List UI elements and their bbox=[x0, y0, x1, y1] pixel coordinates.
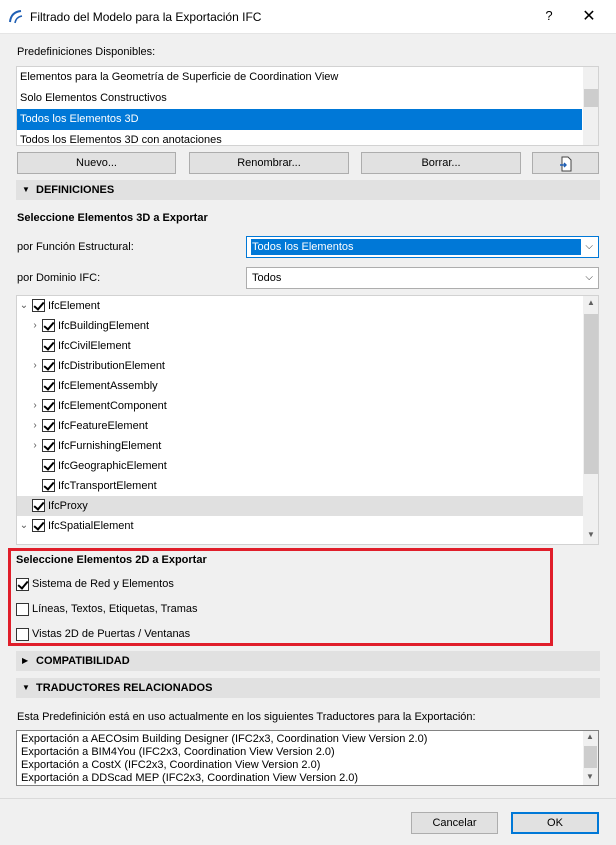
translators-list[interactable] bbox=[16, 730, 599, 786]
ifc-domain-value: Todos bbox=[252, 272, 282, 284]
tree-row-ifcspatialelement[interactable] bbox=[17, 516, 583, 536]
scroll-down-icon[interactable]: ▼ bbox=[587, 530, 595, 539]
presets-list[interactable] bbox=[16, 66, 599, 146]
section-header-label: DEFINICIONES bbox=[36, 184, 115, 196]
import-file-icon bbox=[559, 156, 573, 172]
tree-label: IfcElementAssembly bbox=[58, 380, 158, 392]
delete-preset-button[interactable]: Borrar... bbox=[361, 152, 521, 174]
new-preset-button[interactable]: Nuevo... bbox=[17, 152, 176, 174]
tree-row-ifcproxy[interactable] bbox=[17, 496, 583, 516]
tree-checkbox[interactable] bbox=[42, 319, 55, 332]
chevron-down-icon: ⌵ bbox=[585, 272, 593, 283]
chevron-down-icon: ⌵ bbox=[585, 241, 593, 252]
structural-function-value: Todos los Elementos bbox=[251, 239, 581, 255]
import-preset-button[interactable] bbox=[532, 152, 599, 174]
tree-row-ifcelementcomponent[interactable] bbox=[17, 396, 583, 416]
preset-item-label: Elementos para la Geometría de Superficie de Coordination View bbox=[20, 71, 339, 83]
preset-item-selected[interactable] bbox=[17, 109, 582, 130]
tree-label: IfcElementComponent bbox=[58, 400, 167, 412]
elements2d-title: Seleccione Elementos 2D a Exportar bbox=[16, 554, 207, 566]
tree-label: IfcElement bbox=[48, 300, 100, 312]
cancel-button[interactable]: Cancelar bbox=[411, 812, 498, 834]
preset-item[interactable] bbox=[17, 88, 582, 109]
rename-preset-button[interactable]: Renombrar... bbox=[189, 152, 349, 174]
translator-item[interactable]: Exportación a CostX (IFC2x3, Coordination View Version 2.0) bbox=[21, 759, 321, 771]
translator-item[interactable]: Exportación a AECOsim Building Designer (IFC2x3, Coordination View Version 2.0) bbox=[21, 733, 428, 745]
expand-right-icon[interactable]: › bbox=[33, 440, 37, 451]
scroll-down-icon[interactable]: ▼ bbox=[586, 772, 594, 781]
expand-right-icon[interactable]: › bbox=[33, 360, 37, 371]
tree-scrollbar[interactable] bbox=[583, 296, 599, 544]
tree-checkbox[interactable] bbox=[32, 519, 45, 532]
tree-checkbox[interactable] bbox=[42, 479, 55, 492]
tree-label: IfcGeographicElement bbox=[58, 460, 167, 472]
collapse-triangle-icon: ▼ bbox=[22, 683, 30, 692]
compatibility-section-header[interactable] bbox=[16, 651, 600, 671]
expand-right-icon[interactable]: › bbox=[33, 320, 37, 331]
close-button[interactable]: ✕ bbox=[582, 8, 596, 25]
presets-label: Predefiniciones Disponibles: bbox=[17, 46, 156, 58]
structural-function-select[interactable] bbox=[246, 236, 599, 258]
tree-checkbox[interactable] bbox=[42, 379, 55, 392]
tree-row-ifctransportelement[interactable] bbox=[17, 476, 583, 496]
tree-label: IfcTransportElement bbox=[58, 480, 157, 492]
tree-row-ifcelementassembly[interactable] bbox=[17, 376, 583, 396]
ifc-element-tree[interactable] bbox=[16, 295, 599, 545]
tree-checkbox[interactable] bbox=[42, 399, 55, 412]
scroll-up-icon[interactable]: ▲ bbox=[587, 298, 595, 307]
tree-label: IfcDistributionElement bbox=[58, 360, 165, 372]
scrollbar-thumb[interactable] bbox=[584, 314, 598, 474]
expand-triangle-icon: ▶ bbox=[22, 656, 29, 665]
scrollbar-thumb[interactable] bbox=[584, 746, 597, 768]
tree-label: IfcProxy bbox=[48, 500, 88, 512]
scroll-up-icon[interactable]: ▲ bbox=[586, 732, 594, 741]
expand-right-icon[interactable]: › bbox=[33, 400, 37, 411]
tree-checkbox[interactable] bbox=[42, 459, 55, 472]
tree-checkbox[interactable] bbox=[32, 299, 45, 312]
ok-button[interactable]: OK bbox=[511, 812, 599, 834]
expand-down-icon[interactable]: ⌄ bbox=[19, 520, 29, 531]
expand-down-icon[interactable]: ⌄ bbox=[19, 300, 29, 311]
option-label: Vistas 2D de Puertas / Ventanas bbox=[32, 628, 191, 640]
tree-label: IfcCivilElement bbox=[58, 340, 131, 352]
archicad-app-icon bbox=[8, 9, 24, 25]
tree-label: IfcFurnishingElement bbox=[58, 440, 162, 452]
tree-row-ifcdistributionelement[interactable] bbox=[17, 356, 583, 376]
tree-row-ifcbuildingelement[interactable] bbox=[17, 316, 583, 336]
footer-divider bbox=[0, 798, 616, 799]
scrollbar-thumb[interactable] bbox=[584, 89, 598, 107]
checkbox[interactable] bbox=[16, 578, 29, 591]
checkbox[interactable] bbox=[16, 603, 29, 616]
ifc-domain-select[interactable] bbox=[246, 267, 599, 289]
tree-row-ifccivilelement[interactable] bbox=[17, 336, 583, 356]
translator-item[interactable]: Exportación a DDScad MEP (IFC2x3, Coordination View Version 2.0) bbox=[21, 772, 359, 784]
preset-item-label: Solo Elementos Constructivos bbox=[20, 92, 167, 104]
tree-row-ifcgeographicelement[interactable] bbox=[17, 456, 583, 476]
section-header-label: COMPATIBILIDAD bbox=[36, 655, 130, 667]
expand-right-icon[interactable]: › bbox=[33, 420, 37, 431]
title-bar bbox=[0, 0, 616, 34]
section-header-label: TRADUCTORES RELACIONADOS bbox=[36, 682, 213, 694]
tree-row-ifcfeatureelement[interactable] bbox=[17, 416, 583, 436]
translator-item[interactable]: Exportación a BIM4You (IFC2x3, Coordination View Version 2.0) bbox=[21, 746, 335, 758]
tree-checkbox[interactable] bbox=[32, 499, 45, 512]
ifc-domain-label: por Dominio IFC: bbox=[17, 272, 101, 284]
tree-label: IfcFeatureElement bbox=[58, 420, 148, 432]
presets-scrollbar[interactable] bbox=[583, 67, 599, 145]
tree-row-ifcelement[interactable] bbox=[17, 296, 583, 316]
translators-section-header[interactable] bbox=[16, 678, 600, 698]
preset-item-label: Todos los Elementos 3D con anotaciones bbox=[20, 134, 222, 146]
translators-scrollbar[interactable] bbox=[583, 731, 598, 785]
option-label: Líneas, Textos, Etiquetas, Tramas bbox=[32, 603, 198, 615]
checkbox[interactable] bbox=[16, 628, 29, 641]
tree-checkbox[interactable] bbox=[42, 439, 55, 452]
window-title: Filtrado del Modelo para la Exportación IFC bbox=[30, 10, 262, 24]
preset-item[interactable] bbox=[17, 130, 582, 146]
elements3d-title: Seleccione Elementos 3D a Exportar bbox=[17, 212, 208, 224]
tree-label: IfcSpatialElement bbox=[48, 520, 134, 532]
tree-row-ifcfurnishingelement[interactable] bbox=[17, 436, 583, 456]
translators-description: Esta Predefinición está en uso actualmente en los siguientes Traductores para la Exportación: bbox=[17, 711, 476, 723]
collapse-triangle-icon: ▼ bbox=[22, 185, 30, 194]
tree-checkbox[interactable] bbox=[42, 339, 55, 352]
option-label: Sistema de Red y Elementos bbox=[32, 578, 174, 590]
tree-checkbox[interactable] bbox=[42, 419, 55, 432]
help-button[interactable]: ? bbox=[545, 8, 553, 23]
preset-item-label: Todos los Elementos 3D bbox=[20, 113, 139, 125]
structural-function-label: por Función Estructural: bbox=[17, 241, 134, 253]
preset-item[interactable] bbox=[17, 67, 582, 88]
definitions-section-header[interactable] bbox=[16, 180, 600, 200]
tree-checkbox[interactable] bbox=[42, 359, 55, 372]
tree-label: IfcBuildingElement bbox=[58, 320, 150, 332]
